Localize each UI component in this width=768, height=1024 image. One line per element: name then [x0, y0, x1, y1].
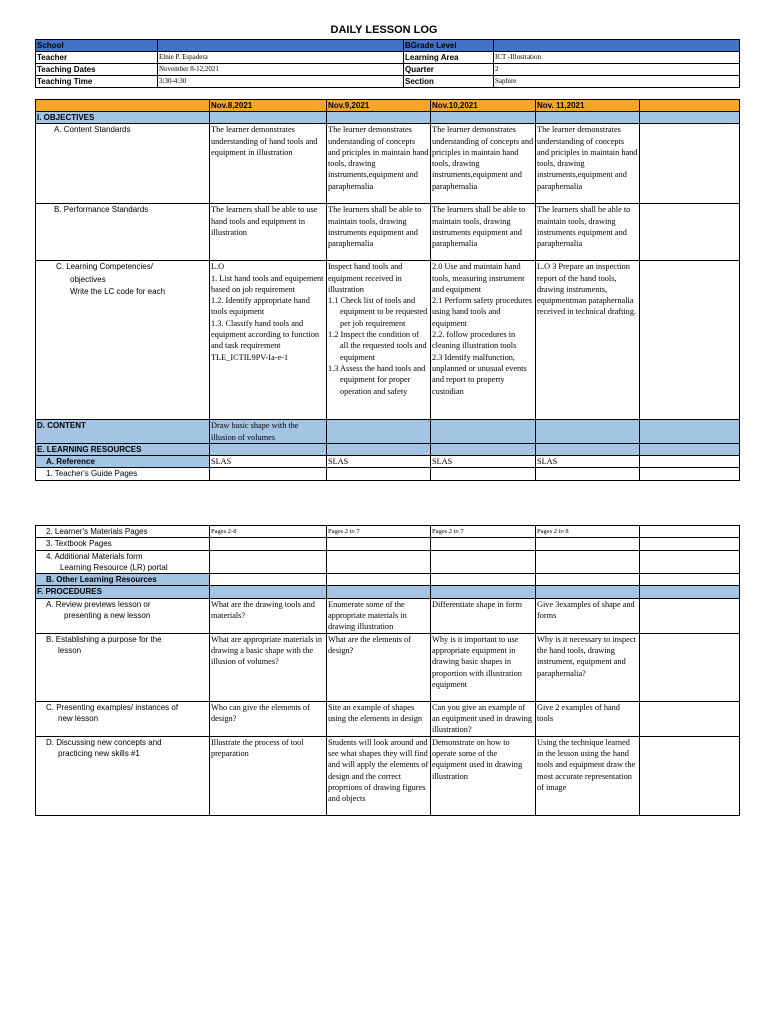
purpose-row — [36, 633, 740, 701]
day-2-header: Nov.9,2021 — [327, 100, 431, 112]
discussing-day-3: Demonstrate on how to operate some of the equipment used in drawing illustration — [431, 736, 536, 815]
content-day-5 — [640, 420, 740, 444]
examples-day-4: Give 2 examples of hand tools — [536, 701, 640, 736]
grade-value — [494, 40, 740, 52]
objectives-section-row — [36, 112, 740, 124]
content-day-3 — [431, 420, 536, 444]
performance-standards-day-5 — [640, 204, 740, 261]
dates-value: November 8-12,2021 — [158, 64, 404, 76]
performance-standards-day-4: The learners shall be able to maintain tools, drawing instruments equipment and paraphernalia — [536, 204, 640, 261]
procedures-section-row — [36, 586, 740, 598]
reference-day-3: SLAS — [431, 456, 536, 468]
review-day-5 — [640, 598, 740, 633]
competencies-row — [36, 261, 740, 420]
day-4-header: Nov. 11,2021 — [536, 100, 640, 112]
section-value: Saphire — [494, 76, 740, 88]
content-standards-day-2: The learner demonstrates understanding of concepts and priciples in maintain hand tools, drawing instruments,equipment and paraphernalia — [327, 124, 431, 204]
textbook-label: 3. Textbook Pages — [36, 538, 210, 550]
page-title: DAILY LESSON LOG — [330, 24, 438, 36]
grade-label: BGrade Level — [404, 40, 494, 52]
competency-1-line-4: 1.3. Classify hand tools and equipment according to function and task requirement — [211, 318, 320, 351]
discussing-label-line-1: D. Discussing new concepts and — [46, 737, 162, 747]
review-day-3: Differentiate shape in form — [431, 598, 536, 633]
reference-day-2: SLAS — [327, 456, 431, 468]
performance-standards-day-1: The learners shall be able to use hand tools and equipment in illustration — [210, 204, 327, 261]
competency-2-line-3: 1.2 Inspect the condition of all the requested tools and equipment — [328, 330, 427, 362]
additional-materials-label — [36, 550, 210, 574]
additional-materials-line-2: Learning Resource (LR) portal — [60, 562, 168, 572]
content-row — [36, 420, 740, 444]
content-standards-day-5 — [640, 124, 740, 204]
content-standards-day-3: The learner demonstrates understanding of concepts and priciples in maintain hand tools, drawing instruments,equipment and paraphernalia — [431, 124, 536, 204]
examples-label-line-1: C. Presenting examples/ instances of — [46, 702, 179, 712]
reference-label: A. Reference — [36, 456, 210, 468]
reference-day-5 — [640, 456, 740, 468]
quarter-value: 2 — [494, 64, 740, 76]
day-1-header: Nov.8,2021 — [210, 100, 327, 112]
reference-day-1: SLAS — [210, 456, 327, 468]
discussing-day-4: Using the technique learned in the lesson using the hand tools and equipment draw the most accurate representation of image — [536, 736, 640, 815]
discussing-day-5 — [640, 736, 740, 815]
discussing-label — [36, 736, 210, 815]
header-row-dates — [36, 64, 740, 76]
review-day-1: What are the drawing tools and materials? — [210, 598, 327, 633]
additional-materials-row — [36, 550, 740, 574]
learners-materials-day-1: Pages 2-8 — [210, 526, 327, 538]
days-header-row — [36, 100, 740, 112]
purpose-day-5 — [640, 633, 740, 701]
performance-standards-row — [36, 204, 740, 261]
discussing-day-2: Students will look around and see what shapes they will find and will apply the elements of design and the correct proprtions of drawing figures and objects — [327, 736, 431, 815]
purpose-day-4: Why is it necessary to inspect the hand tools, drawing instrument, equipment and paraphernalia? — [536, 633, 640, 701]
competencies-label-line-2: objectives — [70, 274, 106, 284]
performance-standards-day-2: The learners shall be able to maintain tools, drawing instruments equipment and paraphernalia — [327, 204, 431, 261]
review-day-2: Enumerate some of the appropriate materials in drawing illustration — [327, 598, 431, 633]
competencies-day-4 — [536, 261, 640, 420]
dates-label: Teaching Dates — [36, 64, 158, 76]
competency-2-line-2: 1.1 Check list of tools and equipment to be requested per job requirement — [328, 296, 428, 328]
textbook-row — [36, 538, 740, 550]
quarter-label: Quarter — [404, 64, 494, 76]
teacher-value: Elnie P. Espadera — [158, 52, 404, 64]
review-label-line-1: A. Review previews lesson or — [46, 599, 151, 609]
area-label: Learning Area — [404, 52, 494, 64]
review-day-4: Give 3examples of shape and forms — [536, 598, 640, 633]
content-label: D. CONTENT — [36, 420, 210, 444]
teachers-guide-label: 1. Teacher's Guide Pages — [36, 468, 210, 480]
other-resources-row — [36, 574, 740, 586]
learning-resources-row — [36, 443, 740, 455]
teacher-label: Teacher — [36, 52, 158, 64]
objectives-label: I. OBJECTIVES — [36, 112, 210, 124]
learners-materials-day-4: Pages 2 to 8 — [536, 526, 640, 538]
reference-day-4: SLAS — [536, 456, 640, 468]
competencies-label — [36, 261, 210, 420]
time-label: Teaching Time — [36, 76, 158, 88]
discussing-row — [36, 736, 740, 815]
area-value: ICT -Illustration — [494, 52, 740, 64]
competency-2-line-4: 1.3 Assess the hand tools and equipment for proper operation and safety — [328, 363, 426, 396]
examples-row — [36, 701, 740, 736]
content-day-4 — [536, 420, 640, 444]
day-3-header: Nov.10,2021 — [431, 100, 536, 112]
teachers-guide-row — [36, 468, 740, 480]
school-label: School — [36, 40, 158, 52]
content-standards-row — [36, 124, 740, 204]
header-row-time — [36, 76, 740, 88]
examples-day-5 — [640, 701, 740, 736]
competency-1-line-2: 1. List hand tools and equipement based on job requirement — [211, 273, 324, 294]
competency-3-line-2: 2.1 Perform safety procedures using hand tools and equipment — [432, 296, 532, 328]
purpose-label-line-1: B. Establishing a purpose for the — [46, 634, 162, 644]
learners-materials-day-3: Pages 2 to 7 — [431, 526, 536, 538]
days-header-blank — [36, 100, 210, 112]
discussing-day-1: Illustrate the process of tool preparation — [210, 736, 327, 815]
header-row-teacher — [36, 52, 740, 64]
examples-day-1: Who can give the elements of design? — [210, 701, 327, 736]
header-table — [35, 39, 740, 88]
competency-2-line-1: Inspect hand tools and equipment received in illustration — [328, 262, 403, 294]
header-row-school — [36, 40, 740, 52]
day-5-header — [640, 100, 740, 112]
competency-1-line-1: L.O — [211, 262, 225, 272]
competencies-label-line-1: C. Learning Competencies/ — [56, 262, 153, 272]
purpose-day-2: What are the elements of design? — [327, 633, 431, 701]
competencies-day-1 — [210, 261, 327, 420]
competencies-day-2 — [327, 261, 431, 420]
competencies-day-3 — [431, 261, 536, 420]
review-label-line-2: presenting a new lesson — [64, 611, 151, 621]
purpose-label-line-2: lesson — [58, 645, 82, 655]
learners-materials-day-2: Pages 2 to 7 — [327, 526, 431, 538]
school-value — [158, 40, 404, 52]
content-standards-label: A. Content Standards — [36, 124, 210, 204]
examples-label-line-2: new lesson — [58, 713, 99, 723]
other-resources-label: B. Other Learning Resources — [36, 574, 210, 586]
competency-3-line-3: 2.2. follow procedures in cleaning illustration tools — [432, 330, 517, 351]
content-standards-day-1: The learner demonstrates understanding of hand tools and equipment in illustration — [210, 124, 327, 204]
procedures-label: F. PROCEDURES — [36, 586, 210, 598]
purpose-label — [36, 633, 210, 701]
content-day-1: Draw basic shape with the illusion of volumes — [210, 420, 327, 444]
competency-1-line-3: 1.2. Identify appropriate hand tools equipment — [211, 296, 310, 317]
section-label: Section — [404, 76, 494, 88]
review-label — [36, 598, 210, 633]
examples-day-3: Can you give an example of an equipment used in drawing illustration? — [431, 701, 536, 736]
learners-materials-day-5 — [640, 526, 740, 538]
competency-3-line-1: 2.0 Use and maintain hand tools, measuring instrument and equipment — [432, 262, 525, 294]
competency-1-code: TLE_ICTIL9PV-Ia-e-1 — [211, 352, 289, 362]
learning-resources-label: E. LEARNING RESOURCES — [36, 443, 210, 455]
competencies-label-line-3: Write the LC code for each — [70, 287, 166, 297]
review-row — [36, 598, 740, 633]
discussing-label-line-2: practicing new skills #1 — [58, 748, 140, 758]
learners-materials-row — [36, 526, 740, 538]
reference-row — [36, 456, 740, 468]
purpose-day-3: Why is it important to use appropriate equipment in drawing basic shapes in proportion with illustration equipment — [431, 633, 536, 701]
content-standards-day-4: The learner demonstrates understanding of concepts and priciples in maintain hand tools, drawing instruments,equipment and paraphernalia — [536, 124, 640, 204]
lesson-table-page-2 — [35, 525, 740, 816]
examples-day-2: Site an example of shapes using the elements in design — [327, 701, 431, 736]
competency-3-line-4: 2.3 Identify malfunction, unplanned or unusual events and report to property custodian — [432, 352, 527, 396]
time-value: 3:30-4:30 — [158, 76, 404, 88]
competencies-day-5 — [640, 261, 740, 420]
additional-materials-line-1: 4. Additional Materials form — [46, 551, 143, 561]
competency-4-line-1: L.O 3 Prepare an inspection report of the hand tools, drawing instruments, equipmentman paraphernalia received in technical drafting. — [537, 262, 637, 317]
examples-label — [36, 701, 210, 736]
lesson-table-page-1 — [35, 99, 740, 481]
learners-materials-label: 2. Learner's Materials Pages — [36, 526, 210, 538]
purpose-day-1: What are appropriate materials in drawing a basic shape with the illusion of volumes? — [210, 633, 327, 701]
content-day-2 — [327, 420, 431, 444]
performance-standards-label: B. Performance Standards — [36, 204, 210, 261]
performance-standards-day-3: The learners shall be able to maintain tools, drawing instruments equipment and paraphernalia — [431, 204, 536, 261]
